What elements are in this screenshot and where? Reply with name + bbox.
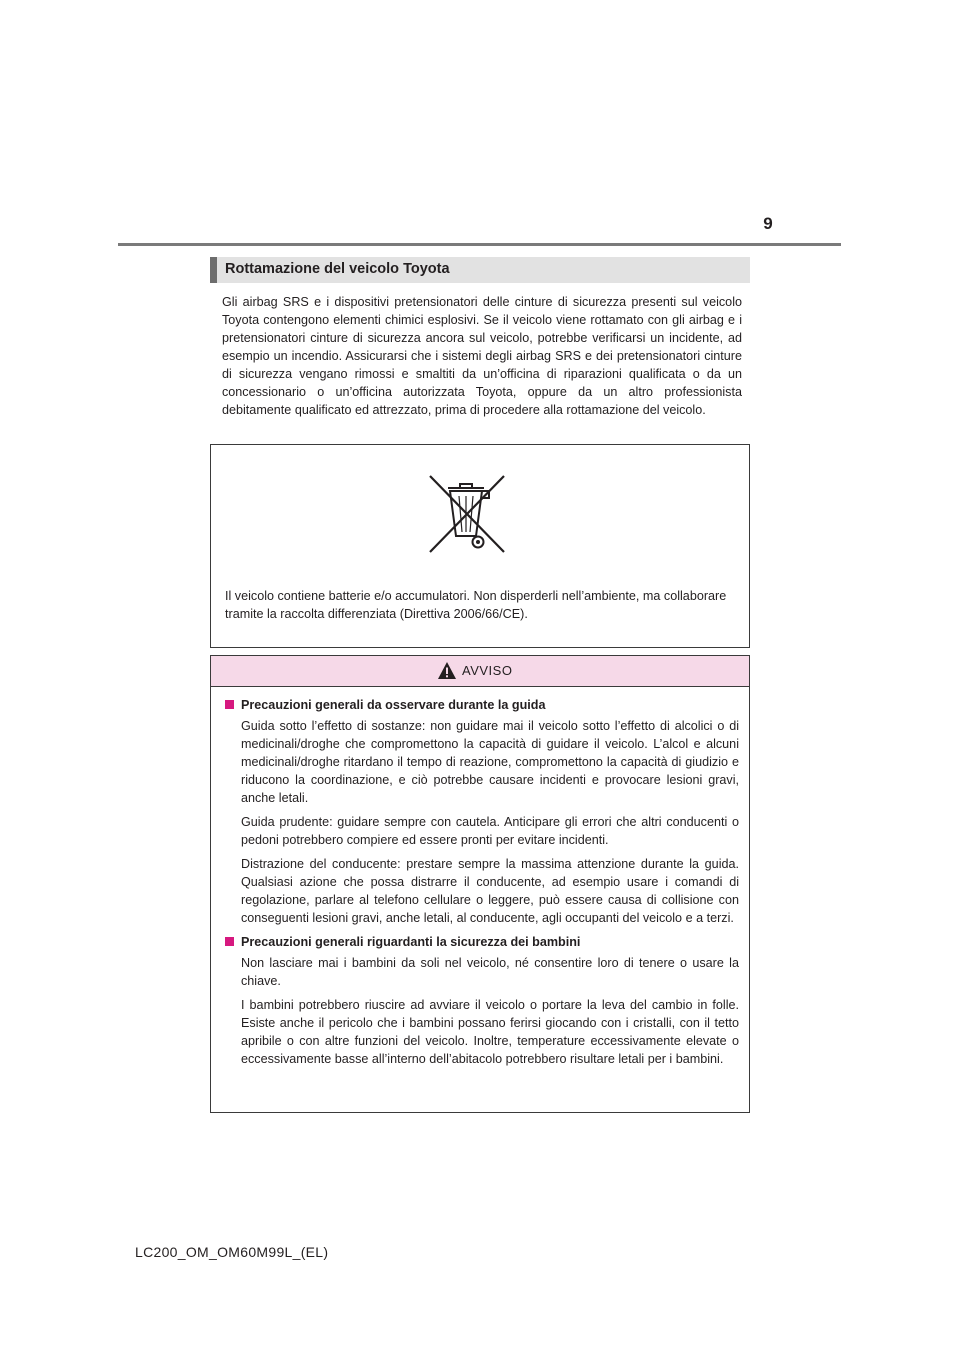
recycling-notice-text: Il veicolo contiene batterie e/o accumulatori. Non disperderli nell’ambiente, ma collaborare tramite la raccolta differenziata (Direttiva 2006/66/CE). xyxy=(225,589,727,621)
bullet-square-icon xyxy=(225,937,234,946)
recycling-notice-box xyxy=(210,444,750,648)
warning-section-title: Precauzioni generali da osservare durante la guida xyxy=(241,698,546,712)
warning-paragraph: Guida prudente: guidare sempre con cautela. Anticipare gli errori che altri conducenti o pedoni potrebbero compiere ed essere pronti per evitare incidenti. xyxy=(241,815,739,847)
warning-section-heading xyxy=(225,696,739,714)
section-heading-bar xyxy=(210,257,217,283)
section-heading xyxy=(210,257,750,283)
warning-header xyxy=(211,656,749,687)
warning-section-title: Precauzioni generali riguardanti la sicurezza dei bambini xyxy=(241,935,581,949)
warning-section-heading xyxy=(225,933,739,951)
warning-body xyxy=(211,696,749,1074)
page-number: 9 xyxy=(763,214,773,233)
crossed-out-wheeled-bin-icon xyxy=(426,472,508,558)
warning-triangle-icon xyxy=(437,661,457,680)
warning-paragraph: I bambini potrebbero riuscire ad avviare il veicolo o portare la leva del cambio in folle. Esiste anche il pericolo che i bambini possano ferirsi giocando con i cristalli, con il tetto apribile o con altre funzioni del veicolo. Inoltre, temperature eccessivamente elevate o eccessivamente basse all’interno dell’abitacolo potrebbero risultare letali per i bambini. xyxy=(241,998,739,1066)
warning-box xyxy=(210,655,750,1113)
header-rule xyxy=(118,243,841,246)
footer-document-code: LC200_OM_OM60M99L_(EL) xyxy=(135,1244,329,1260)
warning-paragraph: Guida sotto l’effetto di sostanze: non guidare mai il veicolo sotto l’effetto di alcolici o di medicinali/droghe che compromettono la capacità di guidare il veicolo. L’alcol e alcuni medicinali/droghe ritardano il tempo di reazione, compromettono la capacità di giudizio e riducono la coordinazione, e ciò potrebbe causare incidenti e provocare lesioni gravi, anche letali. xyxy=(241,719,739,805)
section-title: Rottamazione del veicolo Toyota xyxy=(225,261,450,277)
bullet-square-icon xyxy=(225,700,234,709)
section-body: Gli airbag SRS e i dispositivi pretensionatori delle cinture di sicurezza presenti sul veicolo Toyota contengono elementi chimici esplosivi. Se il veicolo viene rottamato con gli airbag e i pretensionatori cinture di sicurezza ancora sul veicolo, potrebbe verificarsi un incidente, ad esempio un incendio. Assicurarsi che i sistemi degli airbag SRS e dei pretensionatori cinture di sicurezza vengano rimossi e smaltiti da un’officina di riparazioni qualificata o da un concessionario o un’officina autorizzata Toyota, oppure da un altro professionista debitamente qualificato ed attrezzato, prima di procedere alla rottamazione del veicolo. xyxy=(222,295,742,417)
warning-label: AVVISO xyxy=(462,663,513,678)
warning-paragraph: Non lasciare mai i bambini da soli nel veicolo, né consentire loro di tenere o usare la chiave. xyxy=(241,956,739,988)
warning-paragraph: Distrazione del conducente: prestare sempre la massima attenzione durante la guida. Qualsiasi azione che possa distrarre il conducente, ad esempio usare i comandi di regolazione, parlare al telefono cellulare o leggere, può essere causa di collisione con conseguenti lesioni gravi, anche letali, al conducente, agli occupanti del veicolo e a terzi. xyxy=(241,857,739,925)
